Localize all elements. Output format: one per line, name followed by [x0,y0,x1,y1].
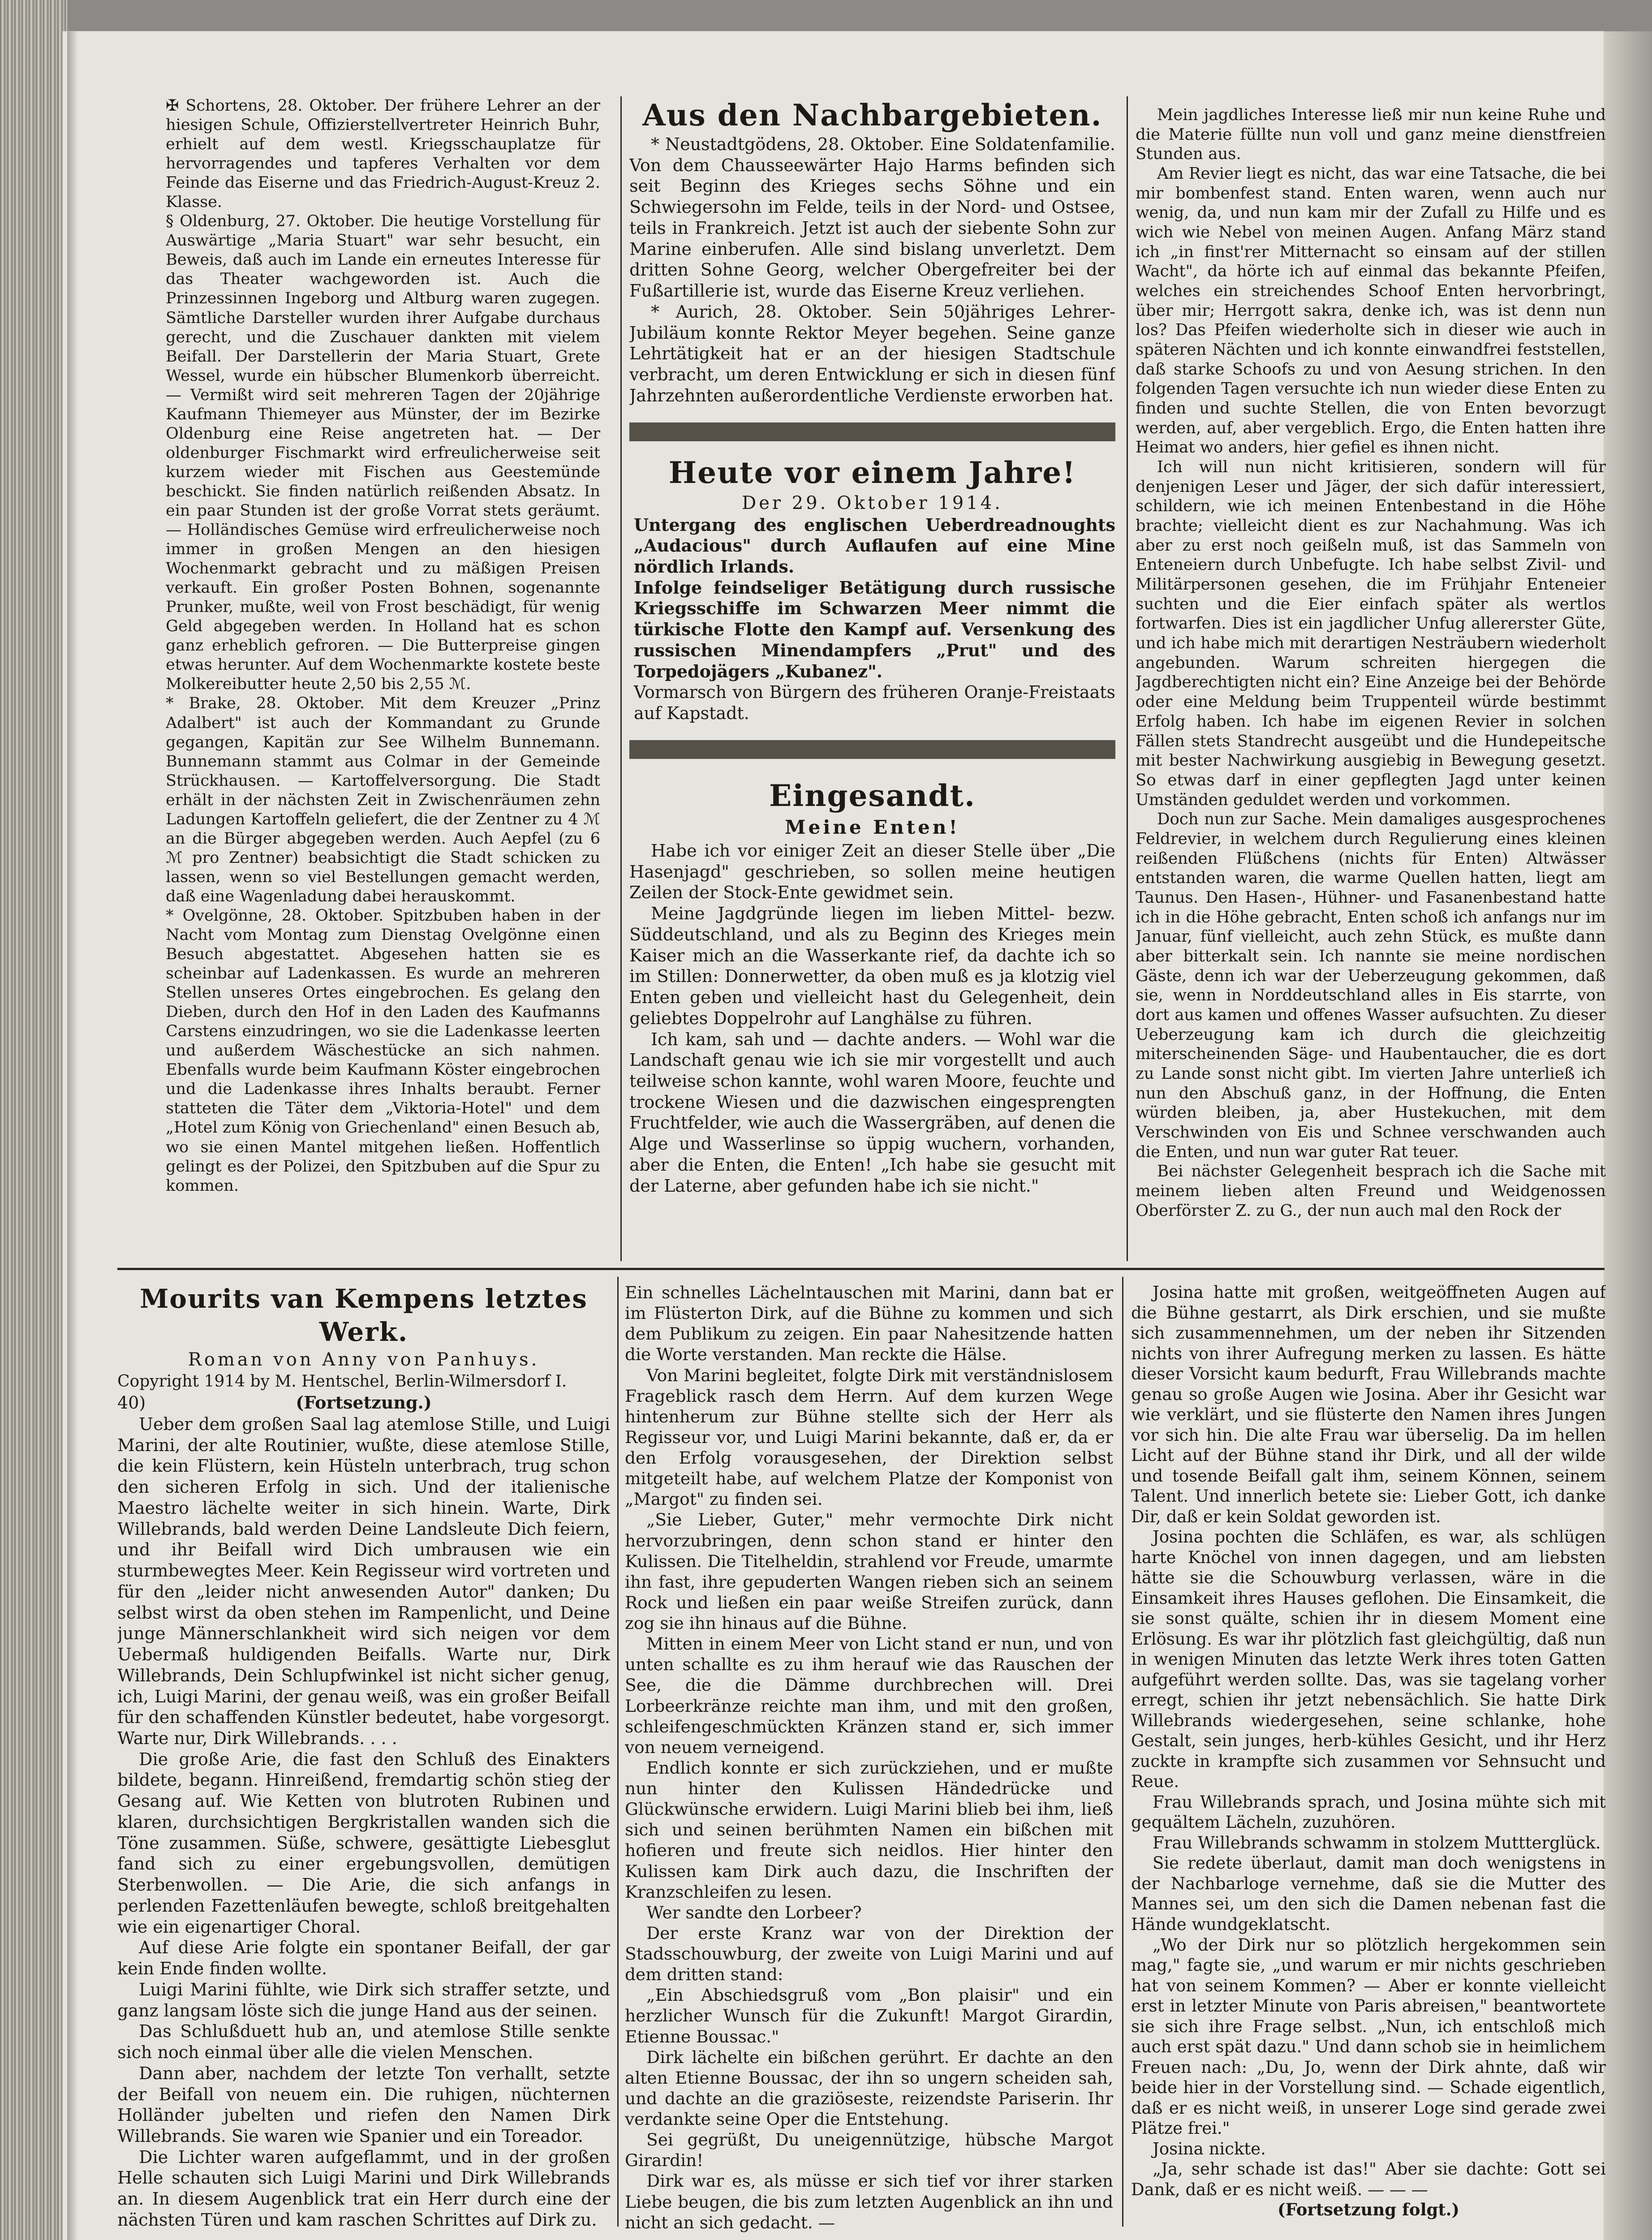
novel-c2-p9: Dirk lächelte ein bißchen gerührt. Er dachte an den alten Etienne Boussac, der ihn so ungern scheiden sah, und dachte an die graziöseste, reizendste Pariserin. Ihr verdankte seine Oper die Entstehung. [625,2047,1113,2129]
eingesandt-continued-column [1136,105,1606,1261]
news-ovelgoenne: * Ovelgönne, 28. Oktober. Spitzbuben haben in der Nacht vom Montag zum Dienstag Ovelgönne einen Besuch abgestattet. Abgesehen hatten sie es scheinbar auf Ladenkassen. Es wurde an mehreren Stellen unseres Ortes eingebrochen. Es gelang den Dieben, durch den Hof in den Laden des Kaufmanns Carstens einzudringen, wo sie die Ladenkasse leerten und außerdem Wäschestücke an sich nahmen. Ebenfalls wurde beim Kaufmann Köster eingebrochen und die Ladenkasse ihres Inhalts beraubt. Ferner statteten die Täter dem „Viktoria-Hotel" und dem „Hotel zum König von Griechenland" einen Besuch ab, wo sie einen Mantel mitgehen ließen. Hoffentlich gelingt es der Polizei, den Spitzbuben auf die Spur zu kommen. [166,906,600,1195]
news-schortens: ✠ Schortens, 28. Oktober. Der frühere Lehrer an der hiesigen Schule, Offizierstellvertreter Heinrich Buhr, erhielt auf dem westl. Kriegsschauplatze für hervorragendes und tapferes Verhalten vor dem Feinde das Eiserne und das Friedrich-August-Kreuz 2. Klasse. [166,97,600,211]
novel-c2-p6: Wer sandte den Lorbeer? [646,1902,862,1922]
novel-c1-p6: Dann aber, nachdem der letzte Ton verhallt, setzte der Beifall von neuem ein. Die ruhigen, nüchternen Holländer jubelten und riefen den Namen Dirk Willebrands. Sie waren wie Spanier und ein Toreador. [117,2063,610,2146]
news-aurich: * Aurich, 28. Oktober. Sein 50jähriges Lehrer-Jubiläum konnte Rektor Meyer begehen. Seine ganze Lehrtätigkeit hat er an der hiesigen Stadtschule verbracht, um deren Entwicklung er sich in diesen fünf Jahrzehnten außerordentliche Verdienste erworben hat. [629,302,1115,405]
novel-part-number: 40) [117,1393,146,1413]
novel-column-1 [117,1282,610,2236]
novel-c3-p6: „Wo der Dirk nur so plötzlich hergekommen sein mag," fagte sie, „und warum er mir nichts geschrieben hat von seinem Kommen? — Aber er konnte vielleicht erst in letzter Minute von Paris abreisen," beantwortete sie sich ihre Frage selbst. „Nun, ich entschloß mich auch erst spät dazu." Und dann schob sie in heimlichem Freuen nach: „Du, Jo, wenn der Dirk ahnte, daß wir beide hier in der Vorstellung sind. — Schade eigentlich, daß er es nicht weiß, in unserer Loge sind gerade zwei Plätze frei." [1131,1935,1606,2138]
novel-title: Mourits van Kempens letztes Werk. [140,1284,588,1347]
eingesandt-paragraph-1: Habe ich vor einiger Zeit an dieser Stelle über „Die Hasenjagd" geschrieben, so sollen meine heutigen Zeilen der Stock-Ente gewidmet sein. [629,840,1115,903]
news-brake: * Brake, 28. Oktober. Mit dem Kreuzer „Prinz Adalbert" ist auch der Kommandant zu Grunde gegangen, Kapitän zur See Wilhelm Bunnemann. Bunnemann stammt aus Colmar in der Gemeinde Strückhausen. — Kartoffelversorgung. Die Stadt erhält in der nächsten Zeit in Zwischenräumen zehn Ladungen Kartoffeln geliefert, die der Zentner zu 4 ℳ an die Bürger abgegeben werden. Auch Aepfel (zu 6 ℳ pro Zentner) beabsichtigt die Stadt schicken zu lassen, wenn so viel Bestellungen gemacht werden, daß eine Wagenladung dabei herauskommt. [166,694,600,905]
novel-c2-p10: Sei gegrüßt, Du uneigennützige, hübsche Margot Girardin! [625,2130,1113,2171]
local-news-column [166,96,600,1203]
novel-c3-p2: Josina pochten die Schläfen, es war, als schlügen harte Knöchel von innen dagegen, und am liebsten hätte sie die Schouwburg verlassen, wäre in die Einsamkeit ihres Hauses geflohen. Die Einsamkeit, die sie sonst quälte, schien ihr in diesem Moment eine Erlösung. Es war ihr plötzlich fast gleichgültig, daß nun in wenigen Minuten das letzte Werk ihres toten Gatten aufgeführt werden sollte. Das, was sie tagelang vorher erregt, schien ihr jetzt nebensächlich. Sie hatte Dirk Willebrands wiedergesehen, seine schlanke, hohe Gestalt, sein junges, herb-kühles Gesicht, und ihr Herz zuckte in krampfte sich zusammen vor Sehnsucht und Reue. [1131,1527,1606,1792]
novel-c3-p3: Frau Willebrands sprach, und Josina mühte sich mit gequältem Lächeln, zuzuhören. [1131,1792,1606,1832]
eingesandt-cont-5: Bei nächster Gelegenheit besprach ich die Sache mit meinem lieben alten Freund und Weidgenossen Oberförster Z. zu G., der nun auch mal den Rock der [1136,1162,1606,1220]
novel-c1-p1: Ueber dem großen Saal lag atemlose Stille, und Luigi Marini, der alte Routinier, wußte, diese atemlose Stille, die kein Flüstern, kein Hüsteln unterbrach, trug schon den sicheren Erfolg in sich. Und der italienische Maestro lächelte weiter in sich hinein. Warte, Dirk Willebrands, bald werden Deine Landsleute Dich feiern, und ihr Beifall wird Dich umbrausen wie ein sturmbewegtes Meer. Kein Regisseur wird vortreten und für den „leider nicht anwesenden Autor" danken; Du selbst wirst da oben stehen im Rampenlicht, und Deine junge Männerschlankheit wird sich neigen vor dem Uebermaß huldigenden Beifalls. Warte nur, Dirk Willebrands, Dein Schlupfwinkel ist nicht sicher genug, ich, Luigi Marini, der genau weiß, was ein großer Beifall für den schaffenden Künstler bedeutet, habe vorgesorgt. Warte nur, Dirk Willebrands. . . . [117,1414,610,1749]
section-heading-nachbargebieten: Aus den Nachbargebieten. [642,98,1102,133]
anniversary-date: Der 29. Oktober 1914. [742,492,1003,513]
novel-c2-p4: Mitten in einem Meer von Licht stand er nun, und von unten schallte es zu ihm herauf wie das Rauschen der See, die die Dämme durchbrechen will. Drei Lorbeerkränze reichte man ihm, und mit den großen, schleifengeschmückten Kränzen stand er, sich immer von neuem verneigend. [625,1634,1113,1757]
novel-column-2 [625,1282,1113,2236]
novel-c2-p1: Ein schnelles Lächelntauschen mit Marini, dann bat er im Flüsterton Dirk, auf die Bühne zu kommen und sich dem Publikum zu zeigen. Ein paar Nahesitzende hatten die Worte verstanden. Man reckte die Hälse. [625,1283,1113,1365]
eingesandt-cont-3: Ich will nun nicht kritisieren, sondern will für denjenigen Leser und Jäger, der sich dafür interessiert, schildern, wie ich meinen Entenbestand in die Höhe brachte; vielleicht dient es zur Nachahmung. Was ich aber zu erst noch geißeln muß, ist das Sammeln von Enteneiern durch Unbefugte. Ich habe selbst Zivil- und Militärpersonen gesehen, die im Frühjahr Enteneier suchten und die Eier einfach später als wertlos fortwarfen. Dies ist ein jagdlicher Unfug allererster Güte, und ich habe mich mit derartigen Nesträubern wiederholt angebunden. Warum schreiten hiergegen die Jagdberechtigten nicht ein? Eine Anzeige bei der Behörde oder eine Meldung beim Truppenteil würde bestimmt Erfolg haben. Ich habe im eigenen Revier in solchen Fällen stets Standrecht ausgeübt und die Hundepeitsche mit bester Nachwirkung ausgiebig in Bewegung gesetzt. So etwas darf in einer gepflegten Jagd unter keinen Umständen geduldet werden und vorkommen. [1136,458,1606,809]
novel-to-be-continued: (Fortsetzung folgt.) [1277,2200,1460,2220]
thick-rule-top [629,422,1115,441]
eingesandt-subheading: Meine Enten! [785,816,960,838]
right-page-margin [1604,31,1652,2240]
anniversary-item-audacious: Untergang des englischen Ueberdreadnoughts „Audacious" durch Auflaufen auf eine Mine nördlich Irlands. [634,514,1115,577]
eingesandt-paragraph-3: Ich kam, sah und — dachte anders. — Wohl war die Landschaft genau wie ich sie mir vorgestellt und auch teilweise schon kannte, wohl waren Moore, feuchte und trockene Wiesen und die dazwischen eingesprengten Fruchtfelder, wie auch die Wassergräben, auf denen die Alge und Wasserlinse so üppig wuchern, vorhanden, aber die Enten, die Enten! „Ich habe sie gesucht mit der Laterne, aber gefunden habe ich sie nicht." [629,1029,1115,1196]
novel-c3-p4: Frau Willebrands schwamm in stolzem Muttterglück. [1153,1833,1601,1852]
novel-c2-p3: „Sie Lieber, Guter," mehr vermochte Dirk nicht hervorzubringen, denn schon stand er hinter den Kulissen. Die Titelheldin, strahlend vor Freude, umarmte ihn fast, ihre gepuderten Wangen rieben sich an seinem Rock und ließen ein paar weiße Streifen zurück, dann zog sie ihn hinaus auf die Bühne. [625,1510,1113,1633]
thick-rule-bottom [629,740,1115,759]
novel-copyright: Copyright 1914 by M. Hentschel, Berlin-Wilmersdorf I. [117,1372,567,1391]
neighbor-news-column [629,96,1115,1261]
novel-c1-p2: Die große Arie, die fast den Schluß des Einakters bildete, begann. Hinreißend, fremdartig schön stieg der Gesang auf. Wie Ketten von blutroten Rubinen und klaren, durchsichtigen Bergkristallen wanden sich die Töne zusammen. Süße, schwere, gesättigte Liebesglut fand sich zu einer ergebungsvollen, demütigen Sterbenwollen. — Die Arie, die sich anfangs in perlenden Fazettenläufen bewegte, schloß breitgehalten wie ein eigenartiger Choral. [117,1749,610,1937]
anniversary-item-kapstadt: Vormarsch von Bürgern des früheren Oranje-Freistaats auf Kapstadt. [634,682,1115,724]
novel-column-3 [1131,1282,1606,2236]
column-rule-1 [620,96,622,1261]
anniversary-heading: Heute vor einem Jahre! [668,455,1076,490]
novel-continuation-label: (Fortsetzung.) [296,1392,432,1413]
novel-byline: Roman von Anny von Panhuys. [188,1349,540,1370]
eingesandt-cont-4: Doch nun zur Sache. Mein damaliges ausgesprochenes Feldrevier, in welchem durch Regulierung eines kleinen reißenden Flüßchens (nichts für Enten) Altwässer entstanden waren, die warme Quellen hatten, liegt am Taunus. Den Hasen-, Hühner- und Fasanenbestand hatte ich in die Höhe gebracht, Enten schoß ich anfangs nur im Januar, fünf vielleicht, auch zehn Stück, es mußte dann aber bitterkalt sein. Ich nannte sie meine nordischen Gäste, denn ich war der Ueberzeugung gekommen, daß sie, wenn in Norddeutschland alles in Eis starrte, von dort aus kamen und offenes Wasser aufsuchten. Zu dieser Ueberzeugung kam ich durch die gleichzeitig miterscheinenden Säge- und Haubentaucher, die es dort zu Lande sonst nicht gibt. Im vierten Jahre unterließ ich nun den Abschuß ganz, in der Hoffnung, die Enten würden bleiben, ja, aber Hustekuchen, mit dem Verschwinden von Eis und Schnee verschwanden auch die Enten, und nun war guter Rat teuer. [1136,810,1606,1161]
novel-c1-p7: Die Lichter waren aufgeflammt, und in der großen Helle schauten sich Luigi Marini und Dirk Willebrands an. In diesem Augenblick trat ein Herr durch eine der nächsten Türen und kam raschen Schrittes auf Dirk zu. [117,2147,610,2230]
page-fold-shadow [67,31,78,2240]
eingesandt-heading: Eingesandt. [769,778,976,813]
novel-c1-p3: Auf diese Arie folgte ein spontaner Beifall, der gar kein Ende finden wollte. [117,1938,610,1979]
novel-c2-p7: Der erste Kranz war von der Direktion der Stadsschouwburg, der zweite von Luigi Marini und auf dem dritten stand: [625,1923,1113,1985]
anniversary-item-black-sea: Infolge feindseliger Betätigung durch russische Kriegsschiffe im Schwarzen Meer nimmt die türkische Flotte den Kampf auf. Versenkung des russischen Minendampfers „Prut" und des Torpedojägers „Kubanez". [634,577,1115,681]
book-page-edges [0,0,67,2240]
eingesandt-cont-1: Mein jagdliches Interesse ließ mir nun keine Ruhe und die Materie füllte nun voll und ganz meine dienstfreien Stunden aus. [1136,106,1606,164]
novel-c2-p2: Von Marini begleitet, folgte Dirk mit verständnislosem Frageblick rasch dem Herrn. Auf dem kurzen Wege hintenherum zur Bühne stellte sich der Herr als Regisseur vor, und Luigi Marini bekannte, daß er, da er den Erfolg vorausgesehen, der Direktion selbst mitgeteilt habe, auf welchem Platze der Komponist von „Margot" zu finden sei. [625,1365,1113,1509]
novel-column-rule-1 [617,1277,619,2227]
novel-c2-p8: „Ein Abschiedsgruß vom „Bon plaisir" und ein herzlicher Wunsch für die Zukunft! Margot Girardin, Etienne Boussac." [625,1985,1113,2046]
eingesandt-paragraph-2: Meine Jagdgründe liegen im lieben Mittel- bezw. Süddeutschland, und als zu Beginn des Krieges mein Kaiser mich an die Wasserkante rief, da dachte ich so im Stillen: Donnerwetter, da oben muß es ja klotzig viel Enten geben und vielleicht hast du Gelegenheit, dein geliebtes Doppelrohr auf Langhälse zu führen. [629,904,1115,1028]
novel-c3-p7: Josina nickte. [1153,2139,1266,2158]
news-neustadtgoedens: * Neustadtgödens, 28. Oktober. Eine Soldatenfamilie. Von dem Chausseewärter Hajo Harms befinden sich seit Beginn des Krieges sechs Söhne und ein Schwiegersohn im Felde, teils in der Nord- und Ostsee, teils in Frankreich. Jetzt ist auch der siebente Sohn zur Marine einberufen. Alle sind bislang unverletzt. Dem dritten Sohne Georg, welcher Obergefreiter bei der Fußartillerie ist, wurde das Eiserne Kreuz verliehen. [629,134,1115,301]
feuilleton-separator [117,1268,1605,1270]
news-oldenburg: § Oldenburg, 27. Oktober. Die heutige Vorstellung für Auswärtige „Maria Stuart" war sehr besucht, ein Beweis, daß auch im Lande ein erneutes Interesse für das Theater wachgeworden ist. Auch die Prinzessinnen Ingeborg und Altburg waren zugegen. Sämtliche Darsteller wurden ihrer Aufgabe durchaus gerecht, und die Zuschauer dankten mit vielem Beifall. Der Darstellerin der Maria Stuart, Grete Wessel, wurde ein hübscher Blumenkorb überreicht. — Vermißt wird seit mehreren Tagen der 20jährige Kaufmann Thiemeyer aus Münster, der im Bezirke Oldenburg eine Reise angetreten hat. — Der oldenburger Fischmarkt wird erfreulicherweise seit kurzem wieder mit Fischen aus Geestemünde beschickt. Sie finden natürlich reißenden Absatz. In ein paar Stunden ist der große Vorrat stets geräumt. — Holländisches Gemüse wird erfreulicherweise noch immer in großen Mengen an den hiesigen Wochenmarkt gebracht und zu mäßigen Preisen verkauft. Ein großer Posten Bohnen, sogenannte Prunker, mußte, weil von Frost beschädigt, für wenig Geld abgegeben werden. In Holland hat es schon ganz erheblich gefroren. — Die Butterpreise gingen etwas herunter. Auf dem Wochenmarkte kostete beste Molkereibutter heute 2,50 bis 2,55 ℳ. [166,212,600,694]
novel-c1-p5: Das Schlußduett hub an, und atemlose Stille senkte sich noch einmal über alle die vielen Menschen. [117,2021,610,2063]
novel-c1-p4: Luigi Marini fühlte, wie Dirk sich straffer setzte, und ganz langsam löste sich die junge Hand aus der seinen. [117,1979,610,2020]
novel-c3-p8: „Ja, sehr schade ist das!" Aber sie dachte: Gott sei Dank, daß er es nicht weiß. — — — [1131,2159,1606,2199]
novel-c2-p5: Endlich konnte er sich zurückziehen, und er mußte nun hinter den Kulissen Händedrücke und Glückwünsche erwidern. Luigi Marini blieb bei ihm, ließ sich und seinen berühmten Namen ein bißchen mit hofieren und freute sich neidlos. Hier hinter den Kulissen kam Dirk auch dazu, die Inschriften der Kranzschleifen zu lesen. [625,1758,1113,1902]
column-rule-2 [1127,96,1128,1261]
novel-c3-p1: Josina hatte mit großen, weitgeöffneten Augen auf die Bühne gestarrt, als Dirk erschien, und sie mußte sich zusammennehmen, um der neben ihr Sitzenden nichts von ihrer Aufregung merken zu lassen. Es hätte dieser Vorsicht kaum bedurft, Frau Willebrands machte genau so große Augen wie Josina. Aber ihr Gesicht war wie verklärt, und sie flüsterte den Namen ihres Jungen vor sich hin. Die alte Frau war überselig. Da im hellen Licht auf der Bühne stand ihr Dirk, und all der wilde und tosende Beifall galt ihm, seinem Können, seinem Talent. Und innerlich betete sie: Lieber Gott, ich danke Dir, daß er kein Soldat geworden ist. [1131,1283,1606,1526]
novel-c2-p11: Dirk war es, als müsse er sich tief vor ihrer starken Liebe beugen, die bis zum letzten Augenblick an ihn und nicht an sich gedacht. — [625,2171,1113,2232]
eingesandt-cont-2: Am Revier liegt es nicht, das war eine Tatsache, die bei mir bombenfest stand. Enten waren, wenn auch nur wenig, da, und nun kam mir der Zufall zu Hilfe und es wich wie Nebel von meinen Augen. Anfang März stand ich „in finst'rer Mitternacht so einsam auf der stillen Wacht", da hörte ich auf einmal das bekannte Pfeifen, welches ein streichendes Schoof Enten hervorbringt, über mir; Herrgott sakra, denke ich, was ist denn nun los? Das Pfeifen wiederholte sich in dieser wie auch in späteren Nächten und ich konnte einwandfrei feststellen, daß starke Schoofs zu und von Aesung strichen. In den folgenden Tagen versuchte ich nun wieder diese Enten zu finden und suchte Stellen, die von Enten bevorzugt werden, auf, aber vergeblich. Ergo, die Enten hatten ihre Heimat wo anders, hier gefiel es ihnen nicht. [1136,164,1606,457]
novel-column-rule-2 [1122,1277,1123,2227]
novel-c3-p5: Sie redete überlaut, damit man doch wenigstens in der Nachbarloge vernehme, daß sie die Mutter des Mannes sei, um den sich die Damen nebenan fast die Hände wundgeklatscht. [1131,1853,1606,1934]
